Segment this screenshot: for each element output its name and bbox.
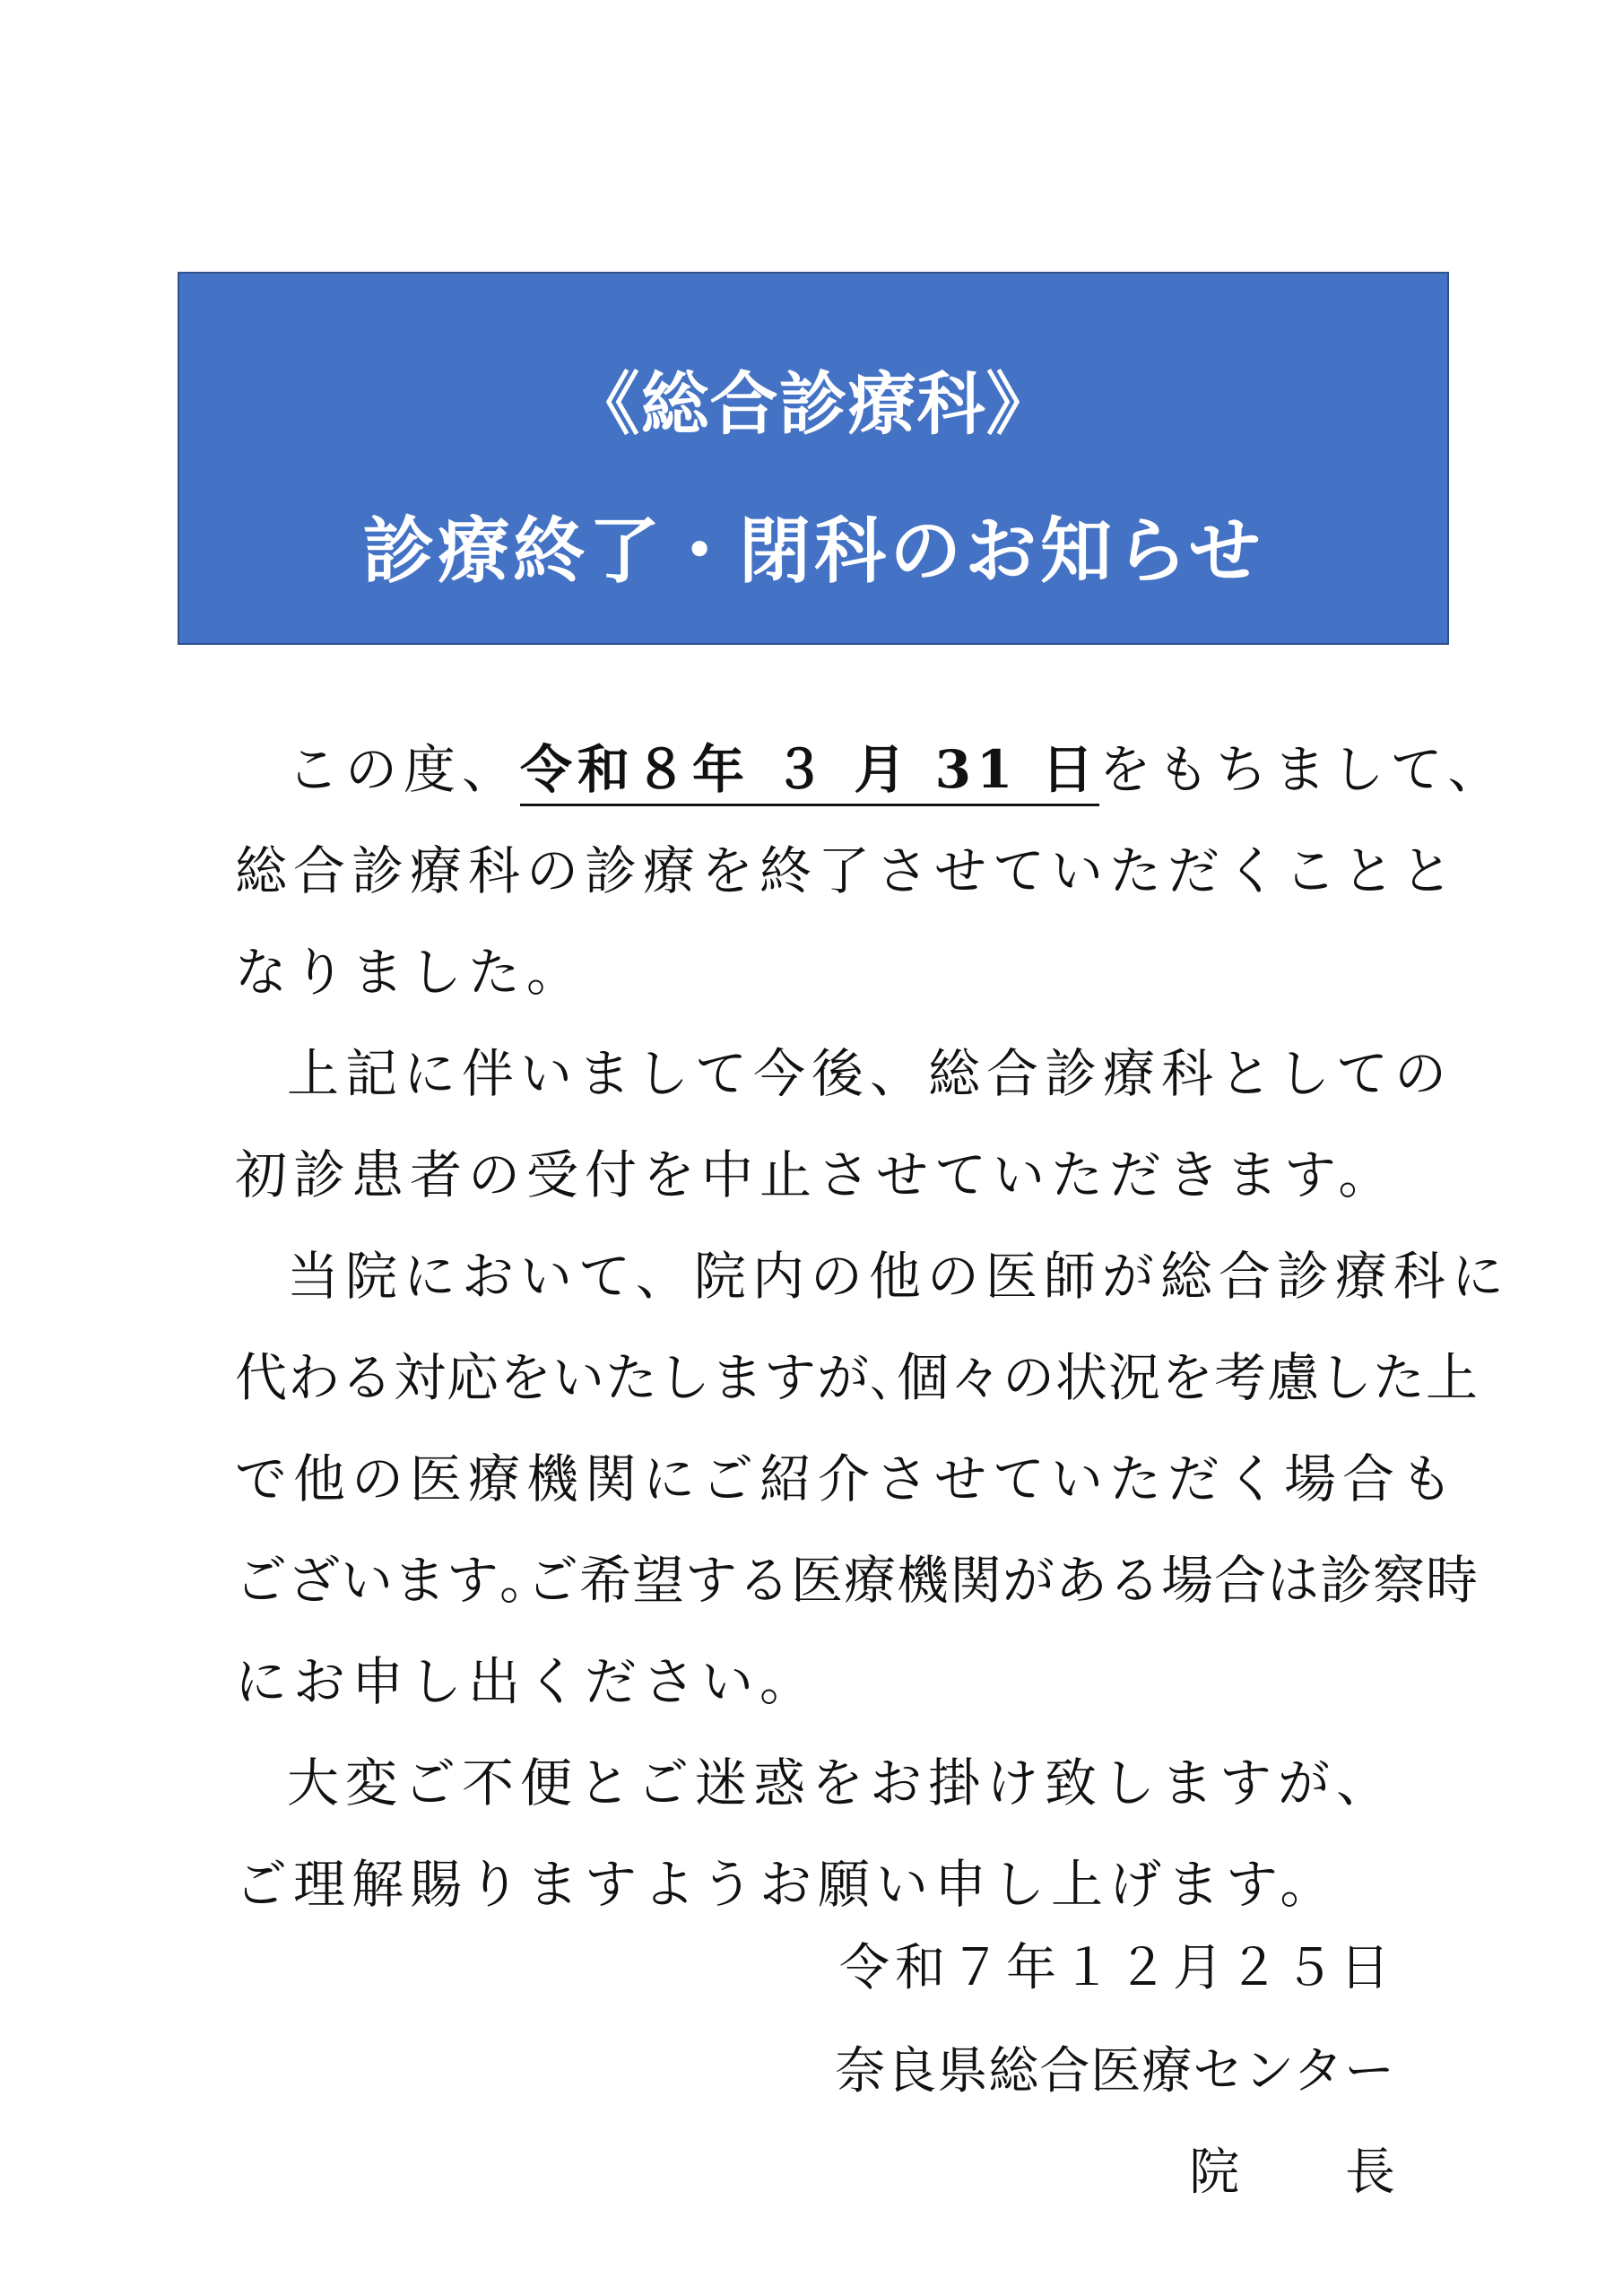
body-line: 総合診療科の診療を終了させていただくことと [235, 840, 1460, 901]
body-text-segment: この度、 [287, 739, 521, 800]
body-line: ご理解賜りますようお願い申し上げます。 [235, 1854, 1339, 1915]
body-line: にお申し出ください。 [235, 1651, 819, 1712]
body-text-segment: をもちまして、 [1098, 739, 1506, 800]
body-line: 上記に伴いまして今後、総合診療科としての [287, 1043, 1454, 1104]
department-title: 《総合診療科》 [571, 364, 1055, 444]
notice-body [235, 734, 1510, 1950]
body-line [235, 734, 1506, 835]
body-line: なりました。 [235, 942, 586, 1003]
body-line: 代わる対応をいたしますが､個々の状況を考慮した上 [235, 1347, 1480, 1408]
body-line: 当院において、院内の他の医師が総合診療科に [287, 1246, 1510, 1307]
issue-date: 令和７年１２月２５日 [839, 1939, 1395, 1997]
signatory-title: 院 長 [1189, 2144, 1440, 2202]
body-line: 初診患者の受付を中止させていただきます。 [235, 1144, 1397, 1205]
body-line: ございます｡ご希望する医療機関がある場合は診察時 [235, 1550, 1480, 1611]
closing-date: 令和８年 ３ 月 31 日 [520, 739, 1098, 806]
body-line: 大変ご不便とご迷惑をお掛け致しますが、 [287, 1752, 1395, 1813]
notice-banner [178, 272, 1449, 645]
organization-name: 奈良県総合医療センター [835, 2042, 1395, 2100]
body-line: で他の医療機関にご紹介させていただく場合も [235, 1448, 1460, 1509]
notice-title: 診療終了・閉科のお知らせ [362, 509, 1264, 593]
